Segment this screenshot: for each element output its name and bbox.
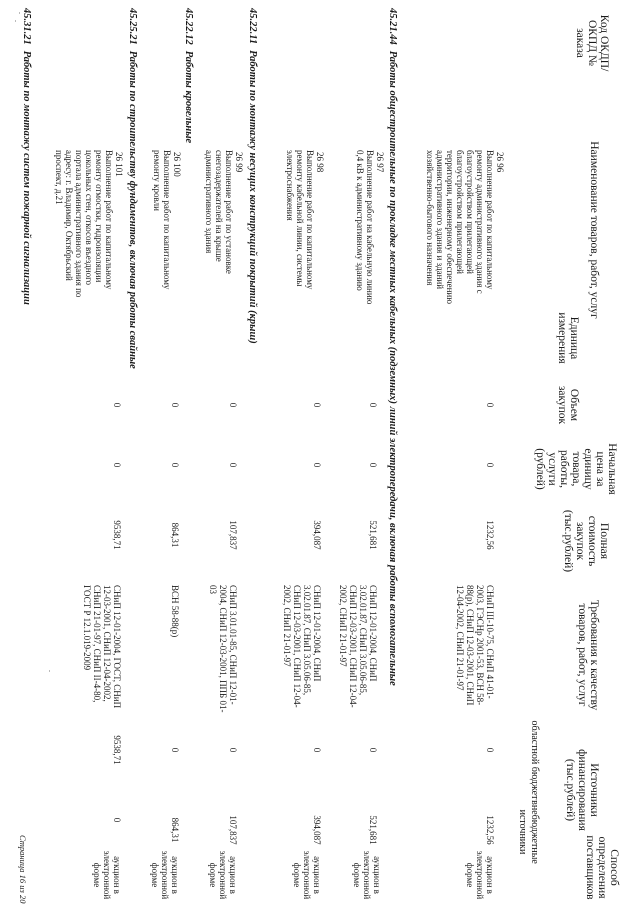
row-external: 0 — [112, 817, 122, 823]
row-regional: 0 — [170, 747, 180, 753]
row-regional: 0 — [485, 747, 495, 753]
row-volume: 0 — [485, 402, 495, 408]
row-name: Выполнение работ на кабельную линию 0,4 кВ к административному зданию — [355, 150, 375, 305]
row-requirements: СНиП 12-01-2004, СНиП 3.02.01.87, СНиП 3.05.06-85, СНиП 12-03-2001, СНиП 12-04-2002, СНиП 21-01-97 — [338, 585, 378, 708]
row-name: Выполнение работ по капитальному ремонту отмостки, гидроизоляции цокольных стен, откосов въездного портала административного здания по адресу: г. Владимир, Октябрьский проспект, д.21 — [54, 150, 114, 298]
row-external: 521,681 — [368, 815, 378, 845]
header-requirements: Требования к качеству товаров, работ, услуг — [576, 599, 600, 711]
row-method: аукцион в электронной форме — [465, 850, 495, 900]
section-code: 45.31.21 — [21, 8, 32, 45]
row-price: 0 — [170, 462, 180, 468]
header-code: Код ОКДП/ ОКПД № заказа — [574, 14, 610, 72]
section-heading — [246, 8, 258, 344]
section-title: Работы по монтажу систем пожарной сигнализации — [21, 50, 32, 305]
header-total: Полная стоимость закупок (тыс.рублей) — [562, 509, 610, 573]
row-regional: 0 — [312, 747, 322, 753]
row-volume: 0 — [112, 402, 122, 408]
row-requirements: СНиП 3.01.01-85, СНиП 12-01-2004, СНиП 12-03-2001, ППБ 01-03 — [208, 585, 238, 713]
row-price: 0 — [112, 462, 122, 468]
section-heading — [126, 8, 138, 369]
row-code: 26 98 — [315, 152, 325, 173]
row-regional: 9538,71 — [112, 735, 122, 765]
row-requirements: СНиП III-10-75, СНиП 41-01-2003, ГЭСНр 2001-53, ВСН 58-88(р), СНиП 12-03-2001, СНиП 12-04-2002, СНиП 21-01-97 — [455, 585, 495, 706]
section-heading — [20, 8, 32, 305]
section-title: Работы по монтажу несущих конструкций покрытий (крыш) — [247, 50, 258, 344]
row-code: 26 96 — [495, 152, 505, 173]
section-code: 45.25.21 — [127, 8, 138, 45]
row-code: 26 97 — [375, 152, 385, 173]
row-code: 26 99 — [234, 152, 244, 173]
row-total: 864,31 — [170, 522, 180, 548]
row-total: 9538,71 — [112, 520, 122, 550]
section-title: Работы кровельные — [183, 50, 194, 144]
row-name: Выполнение работ по капитальному ремонту административного здания с благоустройством прилегающей благоустройством прилегающей территории, инженерному обеспечению административного здания и зданий хозяйственно-бытового назначения — [425, 150, 495, 304]
row-method: аукцион в электронной форме — [352, 850, 382, 900]
row-price: 0 — [485, 462, 495, 468]
row-method: аукцион в электронной форме — [92, 850, 122, 900]
header-unit: Единица измерения — [556, 312, 580, 364]
header-start-price: Начальная цена за единицу товара, работы, услуги (рублей) — [534, 443, 618, 495]
row-regional: 0 — [228, 747, 238, 753]
row-total: 1232,56 — [485, 520, 495, 550]
header-volume: Объем закупок — [556, 385, 580, 425]
row-method: аукцион в электронной форме — [208, 850, 238, 900]
page-number: Страница 16 из 20 — [18, 835, 28, 904]
section-title: Работы общестроительные по прокладке местных кабельных (подземных) линий электропередачи, включая работы вспомогательные — [387, 50, 398, 686]
header-method: Способ определения поставщиков — [584, 835, 620, 900]
row-total: 521,681 — [368, 520, 378, 550]
row-price: 0 — [228, 462, 238, 468]
header-financing: Источники финансирования (тыс.рублей) — [564, 749, 600, 831]
scan-speck — [19, 12, 20, 14]
row-name: Выполнение работ по установке снегозадержателей на крыше административного здания — [204, 150, 234, 274]
row-external: 864,31 — [170, 817, 180, 843]
row-price: 0 — [312, 462, 322, 468]
row-external: 1232,56 — [485, 815, 495, 845]
section-heading — [386, 8, 398, 686]
row-volume: 0 — [228, 402, 238, 408]
row-total: 394,087 — [312, 520, 322, 550]
row-price: 0 — [368, 462, 378, 468]
header-fin-external: внебюджетные источники — [517, 800, 540, 864]
row-requirements: ВСН 58-88(р) — [170, 585, 180, 638]
row-requirements: СНиП 12-01-2004, СНиП 3.02.01.87, СНиП 3.05.06-85, СНиП 12-03-2001, СНиП 12-04-2002, СНиП 21-01-97 — [282, 585, 322, 708]
scan-speck — [49, 670, 50, 672]
row-external: 107,837 — [228, 815, 238, 845]
section-code: 45.22.11 — [247, 8, 258, 45]
row-volume: 0 — [312, 402, 322, 408]
row-regional: 0 — [368, 747, 378, 753]
row-method: аукцион в электронной форме — [150, 850, 180, 900]
row-external: 394,087 — [312, 815, 322, 845]
row-total: 107,837 — [228, 520, 238, 550]
section-code: 45.21.44 — [387, 8, 398, 45]
section-title: Работы по строительству фундаментов, включая работы свайные — [127, 50, 138, 369]
row-name: Выполнение работ по капитальному ремонту кабельной линии, системы электроснабжения — [285, 150, 315, 290]
row-method: аукцион в электронной форме — [292, 850, 322, 900]
header-name: Наименование товаров, работ, услуг — [588, 141, 600, 319]
scan-speck — [15, 20, 16, 22]
section-heading — [182, 8, 194, 143]
row-volume: 0 — [170, 402, 180, 408]
row-code: 26 100 — [172, 152, 182, 177]
row-volume: 0 — [368, 402, 378, 408]
row-requirements: СНиП 12-01-2004, ГОСТ, СНиП 12-03-2001, СНиП 12-04-2002, СНиП 21-01-97, СНиП II-4-80, ГОСТ Р 12.1.019-2009 — [82, 585, 122, 709]
row-name: Выполнение работ по капитальному ремонту кровли — [152, 150, 172, 290]
header-fin-regional: областной бюджет — [529, 720, 540, 800]
row-code: 26 101 — [114, 152, 124, 177]
section-code: 45.22.12 — [183, 8, 194, 45]
